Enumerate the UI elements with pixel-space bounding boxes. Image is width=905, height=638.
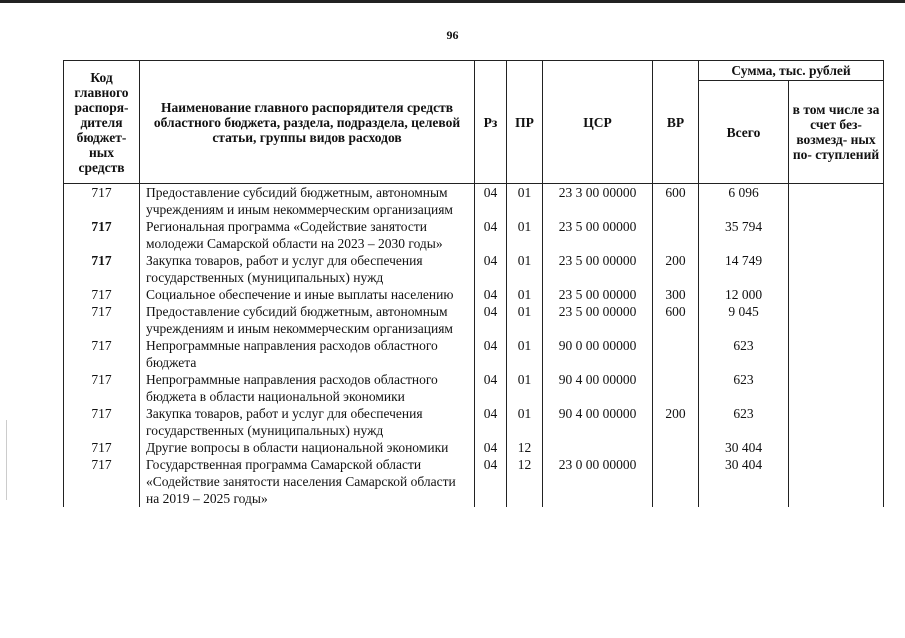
row-csr: 23 5 00 00000 — [543, 218, 653, 252]
table-body — [64, 184, 884, 508]
row-pr: 12 — [507, 439, 543, 456]
row-gratuitous — [789, 405, 884, 439]
row-code: 717 — [64, 286, 140, 303]
row-csr: 23 3 00 00000 — [543, 184, 653, 219]
row-total: 6 096 — [699, 184, 789, 219]
row-vr — [653, 337, 699, 371]
row-code: 717 — [64, 218, 140, 252]
page-number: 96 — [446, 28, 459, 42]
row-csr — [543, 439, 653, 456]
row-rz: 04 — [475, 252, 507, 286]
row-pr: 01 — [507, 252, 543, 286]
table-header — [64, 61, 884, 184]
row-code: 717 — [64, 184, 140, 219]
table-row — [64, 371, 884, 405]
row-gratuitous — [789, 286, 884, 303]
header-code: Код главного распоря- дителя бюджет- ных средств — [64, 61, 140, 184]
row-csr: 90 4 00 00000 — [543, 371, 653, 405]
row-pr: 01 — [507, 405, 543, 439]
row-code: 717 — [64, 405, 140, 439]
row-pr: 01 — [507, 218, 543, 252]
row-gratuitous — [789, 252, 884, 286]
row-vr: 600 — [653, 303, 699, 337]
row-total: 623 — [699, 371, 789, 405]
row-rz: 04 — [475, 371, 507, 405]
row-gratuitous — [789, 371, 884, 405]
row-code: 717 — [64, 337, 140, 371]
row-csr: 23 0 00 00000 — [543, 456, 653, 507]
row-rz: 04 — [475, 184, 507, 219]
table-row — [64, 286, 884, 303]
row-total: 35 794 — [699, 218, 789, 252]
row-gratuitous — [789, 184, 884, 219]
row-csr: 23 5 00 00000 — [543, 303, 653, 337]
row-rz: 04 — [475, 337, 507, 371]
row-vr: 200 — [653, 252, 699, 286]
row-pr: 01 — [507, 303, 543, 337]
header-total: Всего — [699, 81, 789, 184]
row-total: 623 — [699, 405, 789, 439]
row-rz: 04 — [475, 303, 507, 337]
row-code: 717 — [64, 456, 140, 507]
row-code: 717 — [64, 439, 140, 456]
row-gratuitous — [789, 337, 884, 371]
row-code: 717 — [64, 371, 140, 405]
row-code: 717 — [64, 303, 140, 337]
header-rz: Рз — [475, 61, 507, 184]
row-name: Предоставление субсидий бюджетным, автономным учреждениям и иным некоммерческим организациям — [140, 184, 475, 219]
row-pr: 01 — [507, 286, 543, 303]
row-name: Государственная программа Самарской области «Содействие занятости населения Самарской области на 2019 – 2025 годы» — [140, 456, 475, 507]
row-pr: 01 — [507, 371, 543, 405]
row-total: 9 045 — [699, 303, 789, 337]
table-row — [64, 184, 884, 219]
row-rz: 04 — [475, 218, 507, 252]
row-vr: 600 — [653, 184, 699, 219]
row-rz: 04 — [475, 439, 507, 456]
row-rz: 04 — [475, 456, 507, 507]
row-total: 30 404 — [699, 439, 789, 456]
header-gratuitous: в том числе за счет без- возмезд- ных по- ступлений — [789, 81, 884, 184]
row-name: Региональная программа «Содействие занятости молодежи Самарской области на 2023 – 2030 годы» — [140, 218, 475, 252]
table-row — [64, 218, 884, 252]
row-name: Другие вопросы в области национальной экономики — [140, 439, 475, 456]
row-vr — [653, 218, 699, 252]
row-vr — [653, 439, 699, 456]
row-vr: 200 — [653, 405, 699, 439]
row-csr: 23 5 00 00000 — [543, 252, 653, 286]
row-pr: 01 — [507, 184, 543, 219]
row-name: Непрограммные направления расходов областного бюджета — [140, 337, 475, 371]
row-vr — [653, 456, 699, 507]
scan-mark — [6, 420, 7, 500]
row-csr: 23 5 00 00000 — [543, 286, 653, 303]
header-csr: ЦСР — [543, 61, 653, 184]
row-name: Закупка товаров, работ и услуг для обеспечения государственных (муниципальных) нужд — [140, 405, 475, 439]
table-row — [64, 252, 884, 286]
row-vr — [653, 371, 699, 405]
row-gratuitous — [789, 303, 884, 337]
row-name: Непрограммные направления расходов областного бюджета в области национальной экономики — [140, 371, 475, 405]
header-vr: ВР — [653, 61, 699, 184]
budget-table — [63, 60, 884, 507]
table-row — [64, 337, 884, 371]
table-row — [64, 456, 884, 507]
row-code: 717 — [64, 252, 140, 286]
row-name: Социальное обеспечение и иные выплаты населению — [140, 286, 475, 303]
row-total: 12 000 — [699, 286, 789, 303]
row-csr: 90 0 00 00000 — [543, 337, 653, 371]
table-row — [64, 439, 884, 456]
row-gratuitous — [789, 218, 884, 252]
header-sum: Сумма, тыс. рублей — [699, 61, 884, 81]
row-csr: 90 4 00 00000 — [543, 405, 653, 439]
row-total: 30 404 — [699, 456, 789, 507]
top-rule — [0, 0, 905, 3]
row-rz: 04 — [475, 286, 507, 303]
row-total: 623 — [699, 337, 789, 371]
row-vr: 300 — [653, 286, 699, 303]
row-gratuitous — [789, 456, 884, 507]
table-row — [64, 303, 884, 337]
row-pr: 01 — [507, 337, 543, 371]
row-name: Предоставление субсидий бюджетным, автономным учреждениям и иным некоммерческим организациям — [140, 303, 475, 337]
header-name: Наименование главного распорядителя средств областного бюджета, раздела, подраздела, целевой статьи, группы видов расходов — [140, 61, 475, 184]
table-row — [64, 405, 884, 439]
row-total: 14 749 — [699, 252, 789, 286]
header-pr: ПР — [507, 61, 543, 184]
row-rz: 04 — [475, 405, 507, 439]
row-name: Закупка товаров, работ и услуг для обеспечения государственных (муниципальных) нужд — [140, 252, 475, 286]
row-gratuitous — [789, 439, 884, 456]
row-pr: 12 — [507, 456, 543, 507]
